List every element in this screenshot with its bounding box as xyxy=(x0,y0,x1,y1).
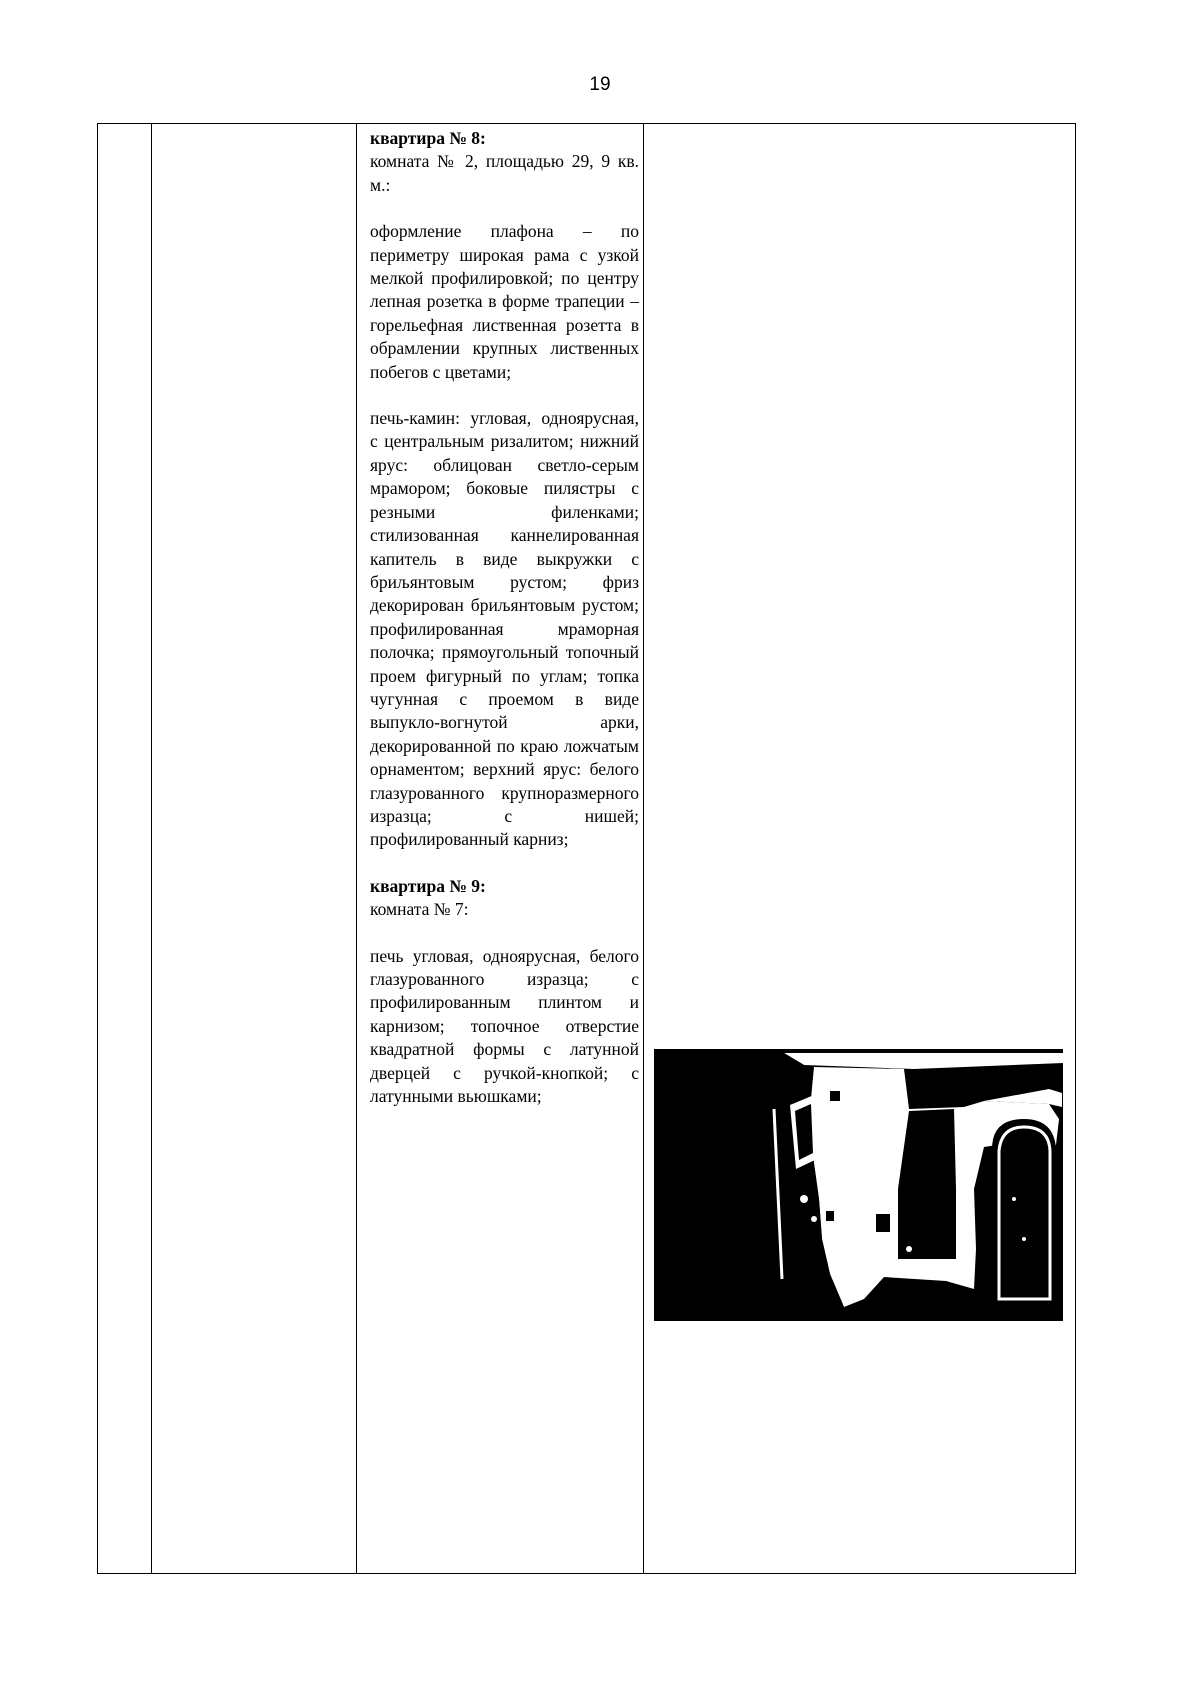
apartment-9-heading: квартира № 9: xyxy=(370,875,486,896)
column-divider-2 xyxy=(356,124,357,1573)
description-column xyxy=(370,124,639,1108)
page-number: 19 xyxy=(589,74,611,95)
stove-photo xyxy=(654,1049,1063,1321)
column-divider-1 xyxy=(151,124,152,1573)
monument-table xyxy=(97,123,1076,1574)
column-divider-3 xyxy=(643,124,644,1573)
apartment-8-room: комната № 2, площадью 29, 9 кв. м.: xyxy=(370,151,639,195)
apartment-8-fireplace-description: печь-камин: угловая, одноярусная, с центральным ризалитом; нижний ярус: облицован светло-серым мрамором; боковые пилястры с резными филенками; стилизованная каннелированная капитель в виде выкружки с бриљянтовым рустом; фриз декорирован бриљянтовым рустом; профилированная мраморная полочка; прямоугольный топочный проем фигурный по углам; топка чугунная с проемом в виде выпукло-вогнутой арки, декорированной по краю ложчатым орнаментом; верхний ярус: белого глазурованного крупноразмерного изразца; с нишей; профилированный карниз; xyxy=(370,408,639,850)
stove-photo-image xyxy=(654,1049,1063,1321)
apartment-9-stove-description: печь угловая, одноярусная, белого глазурованного изразца; с профилированным плинтом и карнизом; топочное отверстие квадратной формы с латунной дверцей с ручкой-кнопкой; с латунными вьюшками; xyxy=(370,945,639,1107)
apartment-8-heading: квартира № 8: xyxy=(370,128,486,148)
apartment-9-room: комната № 7: xyxy=(370,899,469,920)
apartment-8-ceiling-description: оформление плафона – по периметру широкая рама с узкой мелкой профилировкой; по центру лепная розетка в форме трапеции – горельефная лиственная розетта в обрамлении крупных лиственных побегов с цветами; xyxy=(370,221,639,382)
